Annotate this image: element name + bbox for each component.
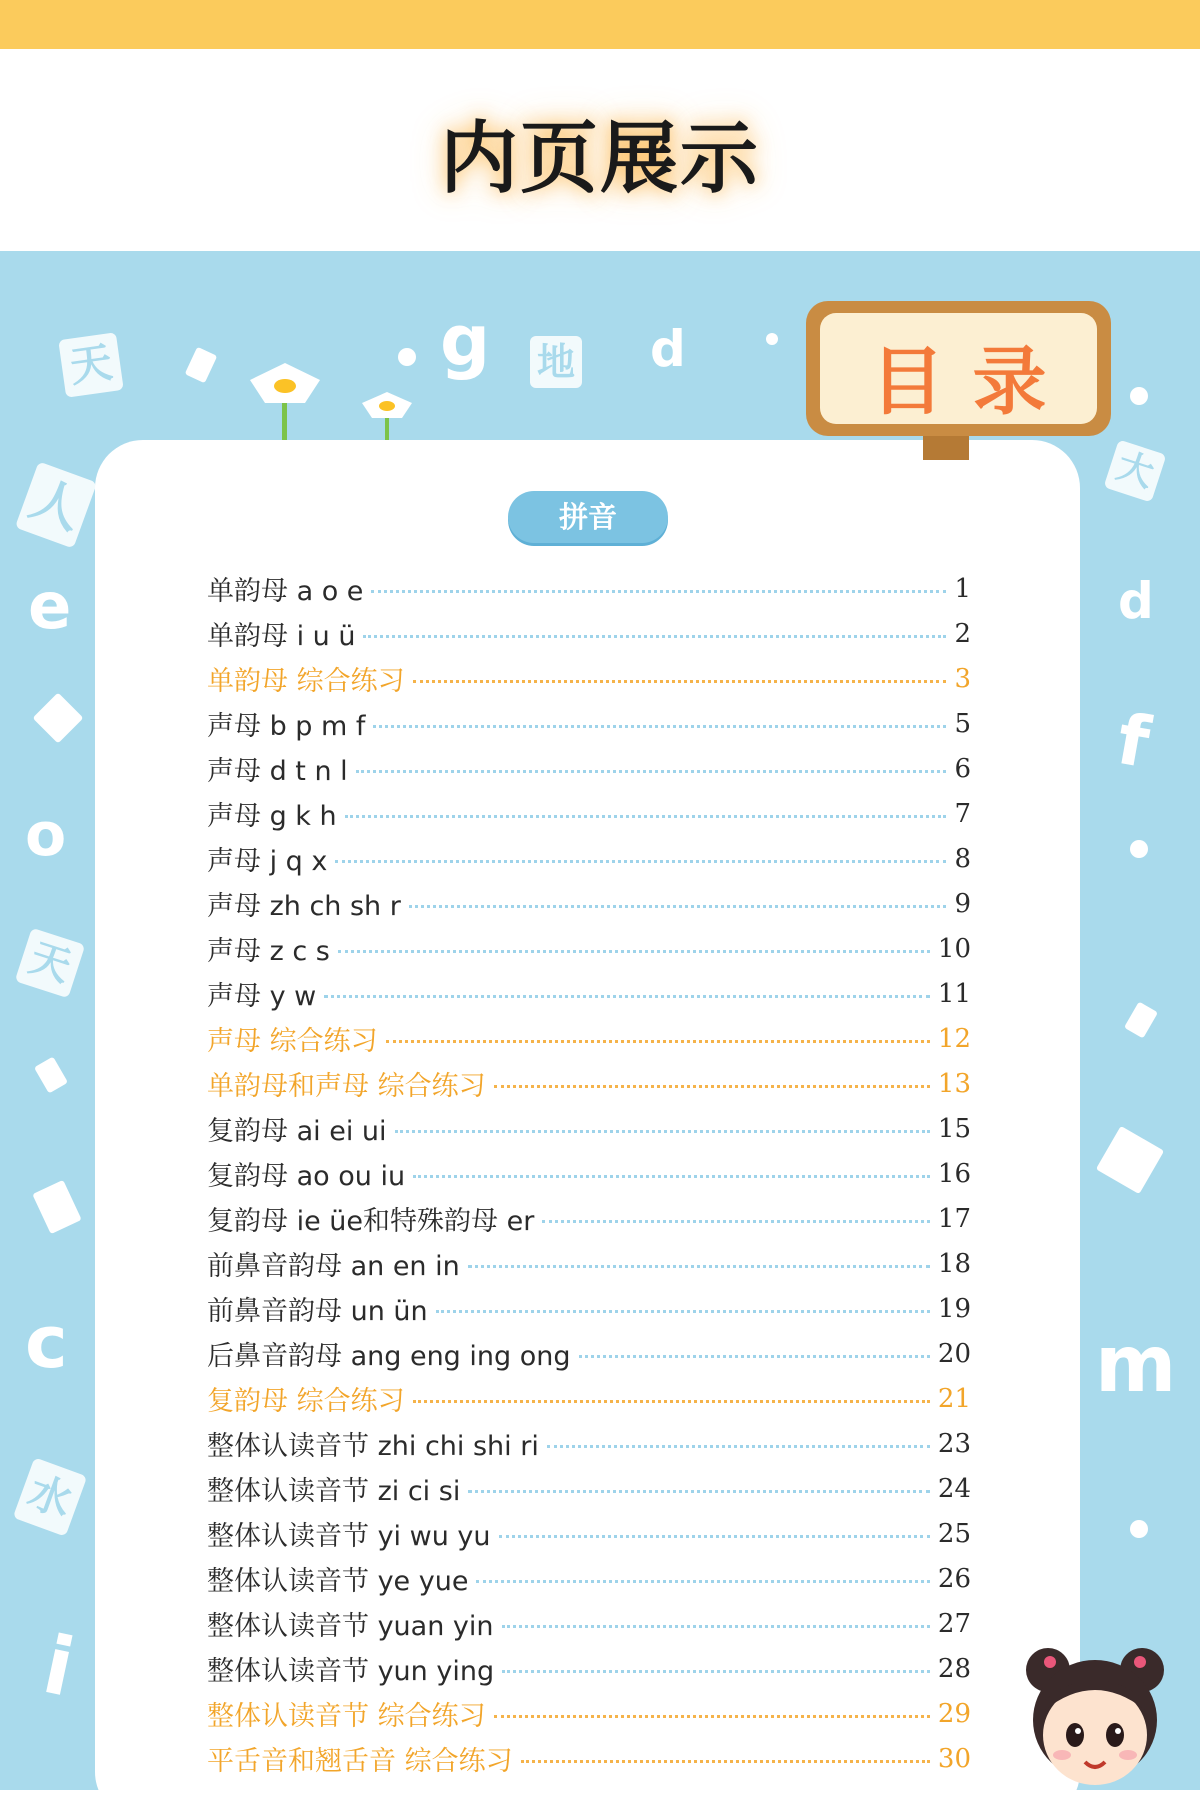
toc-entry[interactable] [207, 1466, 971, 1511]
toc-entry[interactable] [207, 1601, 971, 1646]
toc-entry[interactable] [207, 971, 971, 1016]
toc-entry[interactable] [207, 566, 971, 611]
toc-entry-page-number: 26 [937, 1563, 971, 1594]
toc-entry-title: 整体认读音节 yuan yin [207, 1611, 494, 1642]
toc-entry[interactable] [207, 836, 971, 881]
toc-dotted-leader [436, 1310, 930, 1313]
toc-entry-title: 后鼻音韵母 ang eng ing ong [207, 1341, 571, 1372]
toc-entry-title: 单韵母 综合练习 [207, 666, 405, 697]
toc-dotted-leader [345, 815, 947, 818]
toc-entry-page-number: 19 [937, 1293, 971, 1324]
flower-icon [240, 358, 330, 448]
toc-entry-title: 声母 y w [207, 981, 317, 1012]
toc-dotted-leader [499, 1535, 930, 1538]
toc-entry-page-number: 11 [937, 978, 971, 1009]
toc-dotted-leader [502, 1625, 930, 1628]
toc-entry-page-number: 6 [954, 753, 971, 784]
toc-entry-page-number: 2 [954, 618, 971, 649]
toc-entry-page-number: 21 [937, 1383, 971, 1414]
toc-entry[interactable] [207, 1736, 971, 1781]
girl-character-icon [1010, 1640, 1180, 1790]
toc-dotted-leader [476, 1580, 929, 1583]
toc-entry-title: 整体认读音节 yun ying [207, 1656, 495, 1687]
toc-entry-page-number: 8 [954, 843, 971, 874]
decor-card-ren: 人 [15, 462, 97, 549]
toc-entry-title: 声母 综合练习 [207, 1026, 378, 1057]
toc-entry[interactable] [207, 1286, 971, 1331]
toc-entry-title: 整体认读音节 yi wu yu [207, 1521, 491, 1552]
decor-letter-e: e [28, 570, 72, 644]
toc-entry-page-number: 17 [937, 1203, 971, 1234]
decor-dot [766, 333, 778, 345]
toc-entry[interactable] [207, 926, 971, 971]
toc-entry[interactable] [207, 701, 971, 746]
toc-entry-title: 单韵母 i u ü [207, 621, 356, 652]
toc-entry-page-number: 18 [937, 1248, 971, 1279]
toc-entry[interactable] [207, 1106, 971, 1151]
toc-dotted-leader [395, 1130, 930, 1133]
toc-entry-page-number: 24 [937, 1473, 971, 1504]
toc-dotted-leader [579, 1355, 930, 1358]
decor-dot [398, 348, 416, 366]
toc-entry-page-number: 12 [937, 1023, 971, 1054]
toc-entry-page-number: 3 [954, 663, 971, 694]
toc-entry-page-number: 1 [954, 573, 971, 604]
decor-letter-d-right: d [1118, 572, 1154, 630]
toc-entry-title: 复韵母 ie üe和特殊韵母 er [207, 1206, 535, 1237]
toc-entry-page-number: 29 [937, 1698, 971, 1729]
toc-entry[interactable] [207, 1421, 971, 1466]
toc-entry[interactable] [207, 656, 971, 701]
toc-entry[interactable] [207, 746, 971, 791]
toc-entry[interactable] [207, 1196, 971, 1241]
toc-dotted-leader [413, 680, 947, 683]
toc-entry-page-number: 25 [937, 1518, 971, 1549]
toc-entry-title: 声母 j q x [207, 846, 328, 877]
catalog-sign-board [820, 313, 1097, 424]
toc-entry-title: 复韵母 ai ei ui [207, 1116, 387, 1147]
toc-entry-title: 声母 b p m f [207, 711, 366, 742]
toc-entry-title: 前鼻音韵母 un ün [207, 1296, 428, 1327]
toc-entry[interactable] [207, 1061, 971, 1106]
toc-entry-title: 整体认读音节 zi ci si [207, 1476, 461, 1507]
toc-entry-title: 声母 z c s [207, 936, 330, 967]
toc-entry-title: 整体认读音节 zhi chi shi ri [207, 1431, 539, 1462]
toc-dotted-leader [494, 1715, 930, 1718]
toc-entry-title: 复韵母 综合练习 [207, 1386, 405, 1417]
catalog-sign-label: 目录 [870, 339, 1075, 425]
toc-dotted-leader [409, 905, 947, 908]
toc-entry-page-number: 20 [937, 1338, 971, 1369]
toc-dotted-leader [363, 635, 946, 638]
flower-icon [357, 388, 417, 448]
toc-entry-title: 前鼻音韵母 an en in [207, 1251, 460, 1282]
toc-entry[interactable] [207, 1646, 971, 1691]
toc-dotted-leader [373, 725, 946, 728]
toc-dotted-leader [521, 1760, 930, 1763]
decor-dot [1130, 387, 1148, 405]
catalog-sign [806, 301, 1111, 436]
toc-entry-page-number: 10 [937, 933, 971, 964]
toc-entry-page-number: 15 [937, 1113, 971, 1144]
toc-entry-title: 单韵母 a o e [207, 576, 364, 607]
toc-dotted-leader [542, 1220, 930, 1223]
toc-entry-page-number: 28 [937, 1653, 971, 1684]
toc-dotted-leader [386, 1040, 930, 1043]
toc-dotted-leader [494, 1085, 930, 1088]
toc-entry-page-number: 5 [954, 708, 971, 739]
page-title: 内页展示 [439, 114, 760, 204]
toc-entry-title: 复韵母 ao ou iu [207, 1161, 406, 1192]
toc-dotted-leader [324, 995, 930, 998]
decor-letter-d: d [650, 320, 686, 378]
toc-dotted-leader [547, 1445, 930, 1448]
toc-dotted-leader [338, 950, 930, 953]
toc-entry[interactable] [207, 1151, 971, 1196]
toc-entry-title: 声母 zh ch sh r [207, 891, 401, 922]
toc-dotted-leader [356, 770, 947, 773]
toc-entry[interactable] [207, 791, 971, 836]
toc-entry[interactable] [207, 1691, 971, 1736]
toc-entry[interactable] [207, 881, 971, 926]
toc-entry-page-number: 16 [937, 1158, 971, 1189]
toc-entry[interactable] [207, 1016, 971, 1061]
decor-dot [1130, 1520, 1148, 1538]
toc-entry[interactable] [207, 1376, 971, 1421]
decor-card-da: 大 [1103, 439, 1166, 502]
top-banner-bar [0, 0, 1200, 49]
toc-entry-title: 平舌音和翘舌音 综合练习 [207, 1746, 513, 1777]
toc-dotted-leader [468, 1490, 930, 1493]
toc-entry-title: 整体认读音节 ye yue [207, 1566, 469, 1597]
toc-dotted-leader [413, 1175, 930, 1178]
toc-entry-page-number: 9 [954, 888, 971, 919]
decor-letter-f: f [1111, 697, 1156, 785]
toc-entry[interactable] [207, 1556, 971, 1601]
decor-letter-g: g [440, 300, 491, 382]
decor-dot [1130, 840, 1148, 858]
decor-card-shui: 水 [13, 1457, 88, 1536]
toc-entry-page-number: 30 [937, 1743, 971, 1774]
toc-entry-page-number: 7 [954, 798, 971, 829]
decor-letter-c: c [25, 1300, 68, 1384]
decor-card-tian-2: 天 [15, 928, 86, 999]
toc-entry-title: 整体认读音节 综合练习 [207, 1701, 486, 1732]
toc-dotted-leader [371, 590, 946, 593]
toc-dotted-leader [413, 1400, 930, 1403]
table-of-contents [207, 566, 971, 1781]
decor-letter-o: o [25, 800, 67, 870]
toc-entry-title: 声母 d t n l [207, 756, 348, 787]
toc-dotted-leader [502, 1670, 930, 1673]
toc-dotted-leader [468, 1265, 930, 1268]
toc-entry-page-number: 13 [937, 1068, 971, 1099]
toc-entry[interactable] [207, 1241, 971, 1286]
toc-entry-title: 声母 g k h [207, 801, 337, 832]
toc-dotted-leader [335, 860, 946, 863]
section-pill-pinyin: 拼音 [508, 491, 668, 543]
toc-entry-page-number: 23 [937, 1428, 971, 1459]
toc-entry[interactable] [207, 1331, 971, 1376]
toc-entry[interactable] [207, 1511, 971, 1556]
toc-entry-page-number: 27 [937, 1608, 971, 1639]
decor-letter-i: i [35, 1618, 82, 1715]
toc-entry-title: 单韵母和声母 综合练习 [207, 1071, 486, 1102]
decor-card-di: 地 [530, 336, 582, 388]
decor-card-tian: 天 [58, 332, 124, 398]
toc-entry[interactable] [207, 611, 971, 656]
decor-letter-m: m [1095, 1320, 1177, 1410]
